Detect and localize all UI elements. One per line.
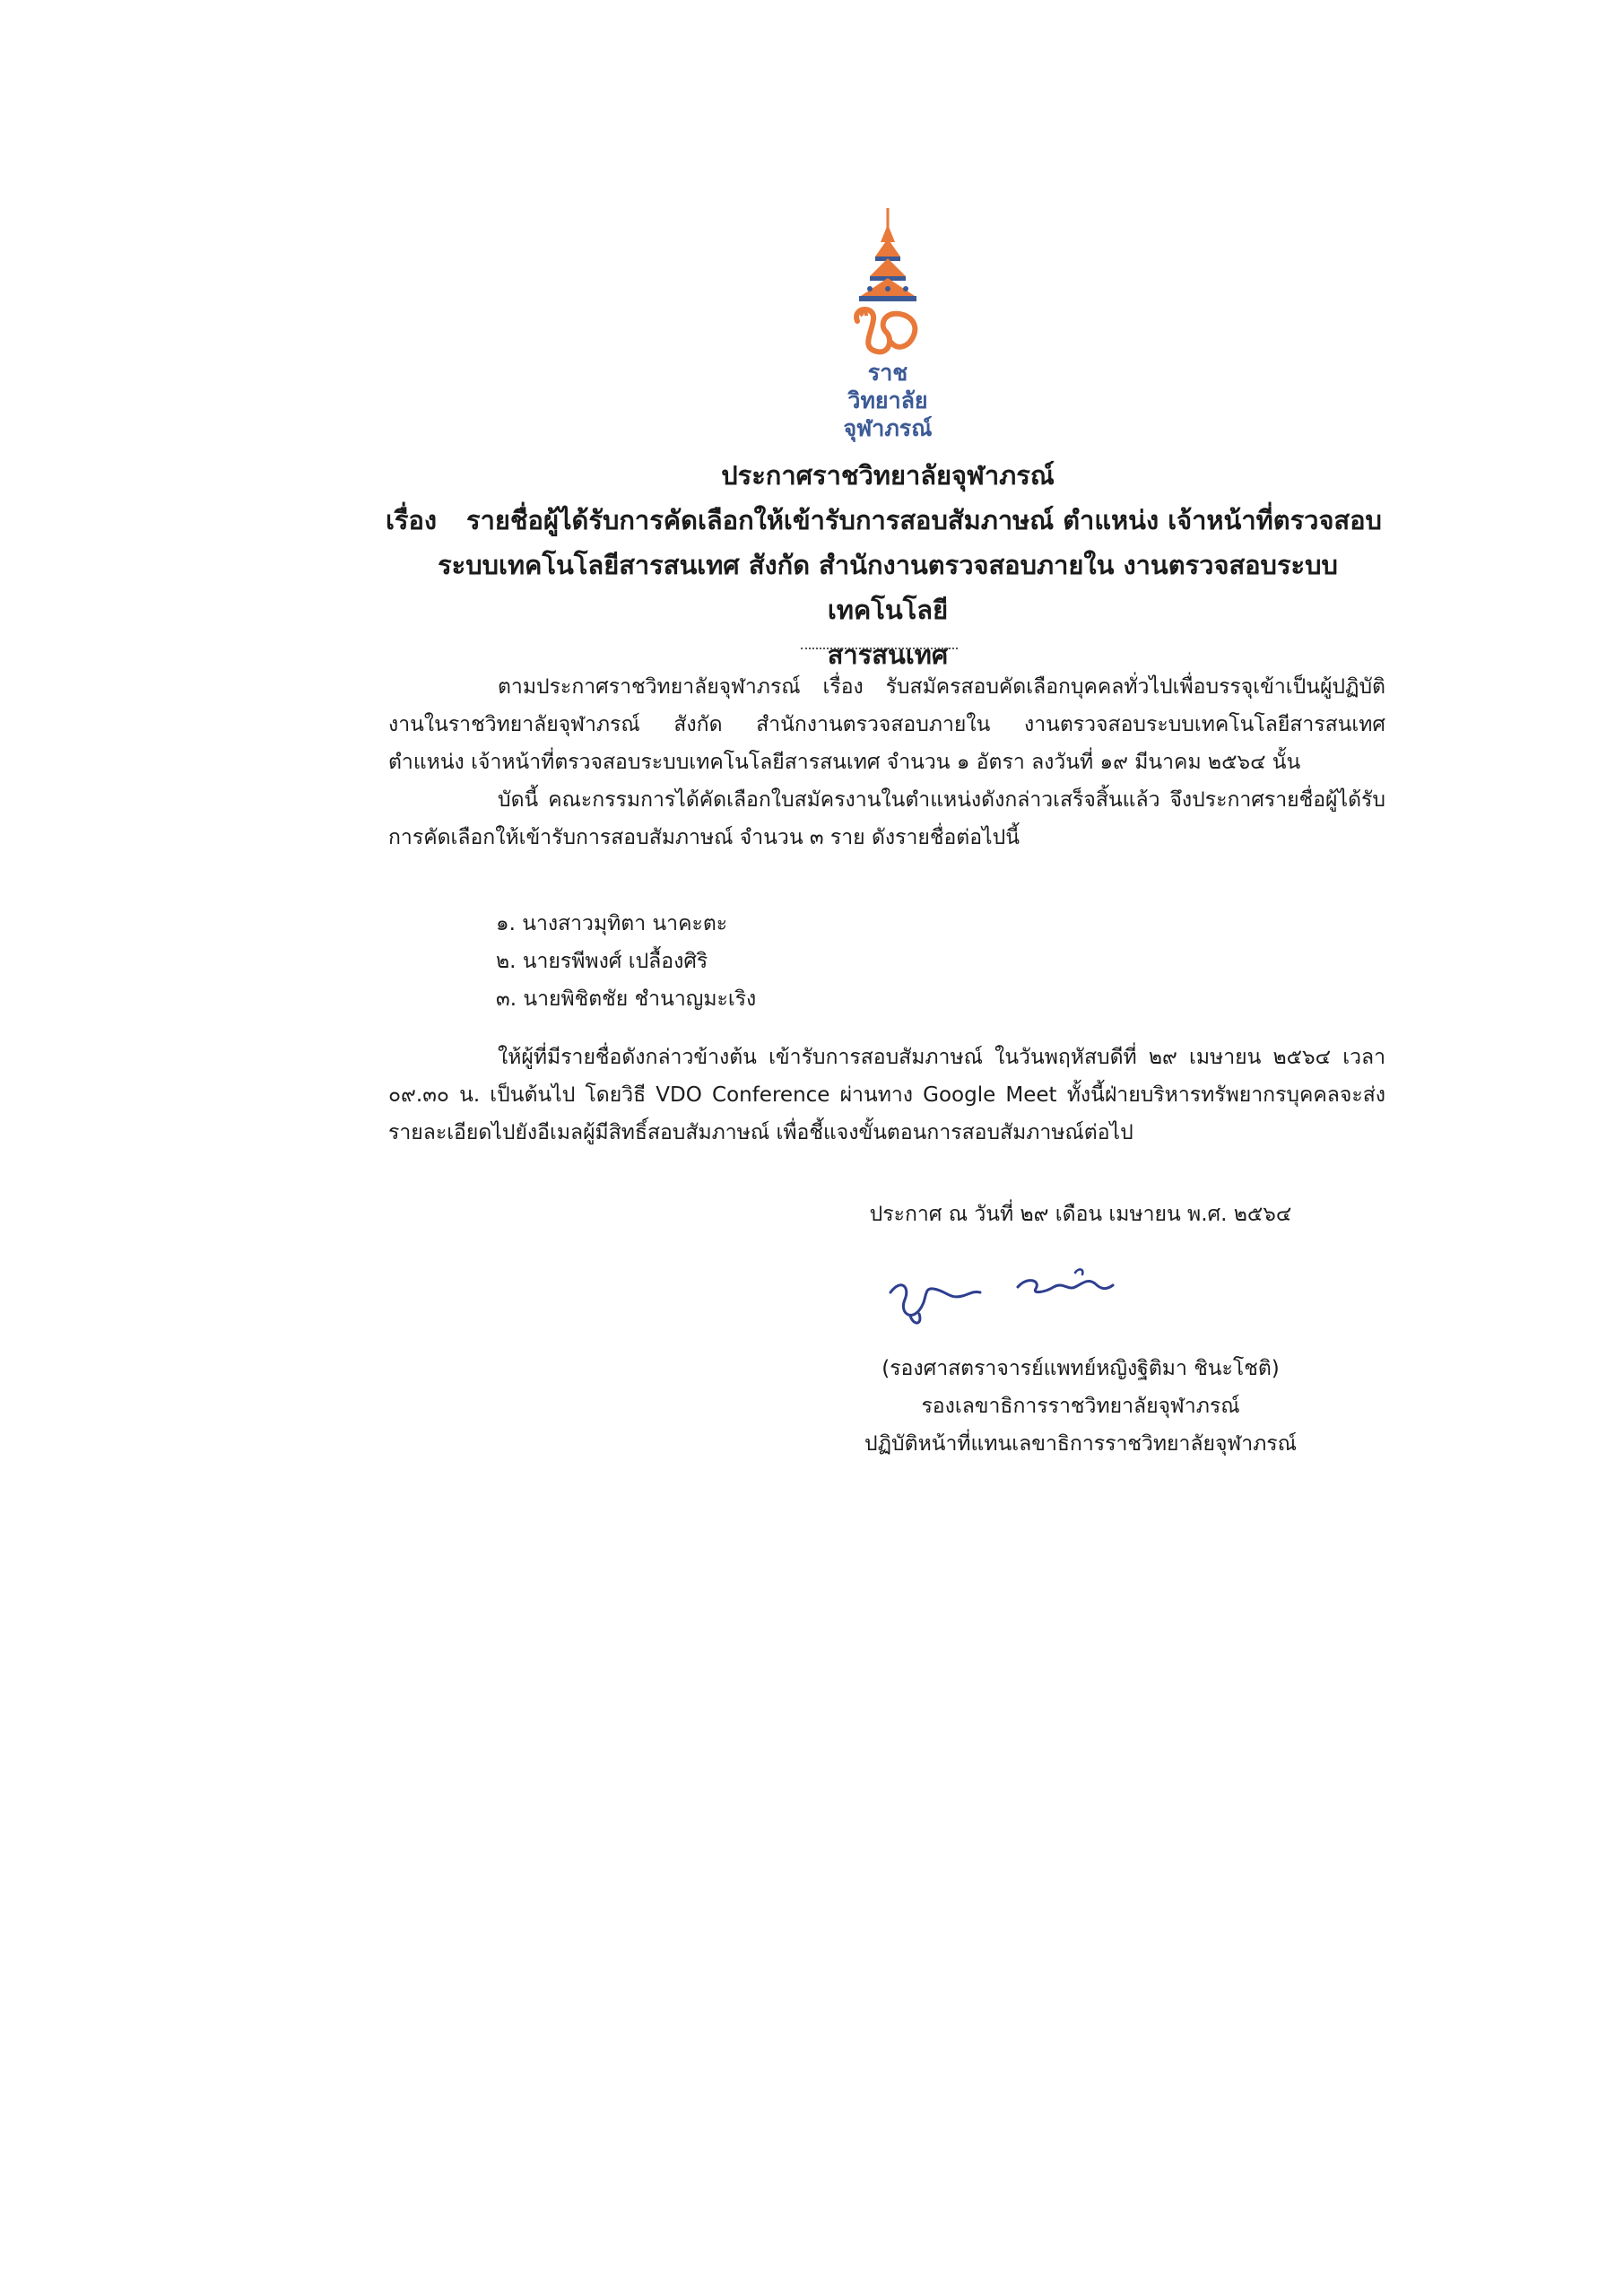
list-item: ๑. นางสาวมุทิตา นาคะตะ [496, 912, 728, 935]
announcement-title: ประกาศราชวิทยาลัยจุฬาภรณ์ [721, 460, 1055, 491]
subject-label: เรื่อง [386, 505, 438, 535]
subject-line-3: สารสนเทศ [827, 639, 949, 670]
paragraph-3: ให้ผู้ที่มีรายชื่อดังกล่าวข้างต้น เข้ารับการสอบสัมภาษณ์ ในวันพฤหัสบดีที่ ๒๙ เมษายน ๒๕๖๔ เวลา ๐๙.๓๐ น. เป็นต้นไป โดยวิธี VDO Conference ผ่านทาง Google Meet ทั้งนี้ฝ่ายบริหารทรัพยากรบุคคลจะส่งรายละเอียดไปยังอีเมลผู้มีสิทธิ์สอบสัมภาษณ์ เพื่อชี้แจงขั้นตอนการสอบสัมภาษณ์ต่อไป [388, 1046, 1385, 1144]
dotted-divider [801, 648, 958, 649]
college-logo [834, 206, 942, 441]
logo-text-line1: ราชวิทยาลัย [847, 360, 928, 413]
paragraph-1: ตามประกาศราชวิทยาลัยจุฬาภรณ์ เรื่อง รับสมัครสอบคัดเลือกบุคคลทั่วไปเพื่อบรรจุเข้าเป็นผู้ปฏิบัติงานในราชวิทยาลัยจุฬาภรณ์ สังกัด สำนักงานตรวจสอบภายใน งานตรวจสอบระบบเทคโนโลยีสารสนเทศ ตำแหน่ง เจ้าหน้าที่ตรวจสอบระบบเทคโนโลยีสารสนเทศ จำนวน ๑ อัตรา ลงวันที่ ๑๙ มีนาคม ๒๕๖๔ นั้น [388, 675, 1385, 774]
signer-position-2: ปฏิบัติหน้าที่แทนเลขาธิการราชวิทยาลัยจุฬาภรณ์ [864, 1432, 1297, 1456]
signer-position-1: รองเลขาธิการราชวิทยาลัยจุฬาภรณ์ [921, 1395, 1240, 1418]
royal-emblem-icon [834, 206, 942, 359]
signature-block [771, 1350, 1390, 1463]
paragraph-2: บัดนี้ คณะกรรมการได้คัดเลือกใบสมัครงานในตำแหน่งดังกล่าวเสร็จสิ้นแล้ว จึงประกาศรายชื่อผู้ได้รับการคัดเลือกให้เข้ารับการสอบสัมภาษณ์ จำนวน ๓ ราย ดังรายชื่อต่อไปนี้ [388, 788, 1385, 849]
list-item: ๒. นายรพีพงศ์ เปลื้องศิริ [496, 950, 708, 973]
list-item: ๓. นายพิชิตชัย ชำนาญมะเริง [496, 987, 757, 1011]
announcement-date: ประกาศ ณ วันที่ ๒๙ เดือน เมษายน พ.ศ. ๒๕๖๔ [869, 1203, 1292, 1226]
signer-name: (รองศาสตราจารย์แพทย์หญิงฐิติมา ชินะโชติ) [881, 1357, 1280, 1380]
signature-image [883, 1260, 1130, 1332]
candidate-list [496, 905, 756, 1018]
subject-row [386, 498, 1390, 543]
body-instructions [388, 1039, 1385, 1152]
subject-line-2: ระบบเทคโนโลยีสารสนเทศ สังกัด สำนักงานตรวจสอบภายใน งานตรวจสอบระบบเทคโนโลยี [438, 550, 1338, 625]
subject-line-1: รายชื่อผู้ได้รับการคัดเลือกให้เข้ารับการสอบสัมภาษณ์ ตำแหน่ง เจ้าหน้าที่ตรวจสอบ [466, 505, 1382, 535]
body-intro [388, 668, 1385, 857]
announcement-heading [386, 453, 1390, 677]
logo-text-line2: จุฬาภรณ์ [843, 415, 933, 441]
